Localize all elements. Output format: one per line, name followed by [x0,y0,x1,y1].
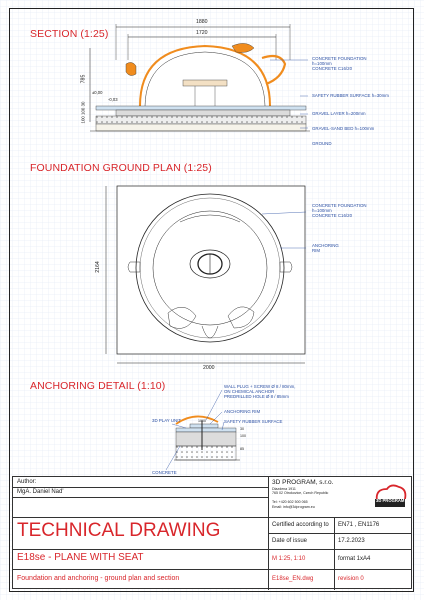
note-line: ON CHEMICAL ANCHOR [224,389,275,395]
section-title: SECTION (1:25) [30,28,109,40]
detail-dim-100: 100 [240,434,246,438]
detail-note-playunit: 3D PLAY UNIT [152,418,182,423]
note-line: CONCRETE FOUNDATION [312,203,367,208]
section-note-gravel-sand: GRAVEL-SAND BED h=100mm [312,126,375,131]
note-line: CONCRETE FOUNDATION [312,56,367,61]
dim-layers: 100 100 30 [80,101,86,124]
plan-dim-width: 2000 [203,365,215,371]
detail-note-rim: ANCHORING RIM [224,409,261,414]
note-line: PREDRILLED HOLE Ø 8 / 85mm [224,394,289,400]
level-top: ±0,00 [92,90,103,95]
address-line: Tel: +420 602 500 065 [272,500,308,505]
logo-text: 3D PROGRAM [376,498,405,503]
note-line: CONCRETE C16/20 [312,213,353,219]
note-line: h=100mm [312,208,332,214]
date-value: 17.2.2023 [338,538,365,544]
drawing-type: TECHNICAL DRAWING [17,520,221,541]
section-note-ground: GROUND [312,141,332,146]
detail-note-rubber: SAFETY RUBBER SURFACE [224,419,283,424]
note-line: WALL PLUG + SCREW Ø 8 / 80mm, [224,384,296,389]
plan-dim-height: 2164 [94,261,101,273]
dim-height: 785 [80,74,87,84]
certified-label: Certified according to [272,522,329,528]
company-address [272,487,328,509]
note-line: h=100mm [312,61,332,67]
plan-title: FOUNDATION GROUND PLAN (1:25) [30,162,212,174]
detail-title: ANCHORING DETAIL (1:10) [30,380,166,392]
dim-total: 1880 [196,19,208,25]
section-note-gravel: GRAVEL LAYER h=200mm [312,111,366,116]
title-block [12,476,412,589]
section-note-rubber: SAFETY RUBBER SURFACE h=30mm [312,93,389,98]
note-line: CONCRETE [152,470,177,475]
address-line: Email: info@3dprogram.eu [272,504,315,509]
detail-dim-85: 85 [240,447,244,451]
author-label: Author: [17,479,37,485]
address-line: 765 02 Otrokovice, Czech Republic [272,491,329,496]
certified-value: EN71 , EN1176 [338,522,380,528]
detail-dim-1000: 1000 [198,419,206,423]
note-line: ANCHORING [312,243,339,248]
detail-note-screw [224,384,296,400]
product-name: E18se - PLANE WITH SEAT [17,552,144,563]
dim-inner: 1720 [196,30,208,36]
file-value: E18se_EN.dwg [272,576,314,582]
date-label: Date of issue [272,538,308,544]
level-bottom: -0,03 [108,97,118,102]
description: Foundation and anchoring - ground plan and section [17,575,180,582]
logo-icon [373,481,407,511]
detail-dim-30: 30 [240,427,244,431]
company-name: 3D PROGRAM, s.r.o. [272,479,334,486]
scale-value: M 1:25, 1:10 [272,556,306,562]
revision-value: revision 0 [338,576,364,582]
author-name: MgA. Daniel Nad' [17,489,64,495]
format-value: format 1xA4 [338,556,371,562]
note-line: RIM [312,248,321,254]
address-line: Dlazdena 1911 [272,487,296,491]
note-line: CONCRETE C16/20 [312,66,353,72]
